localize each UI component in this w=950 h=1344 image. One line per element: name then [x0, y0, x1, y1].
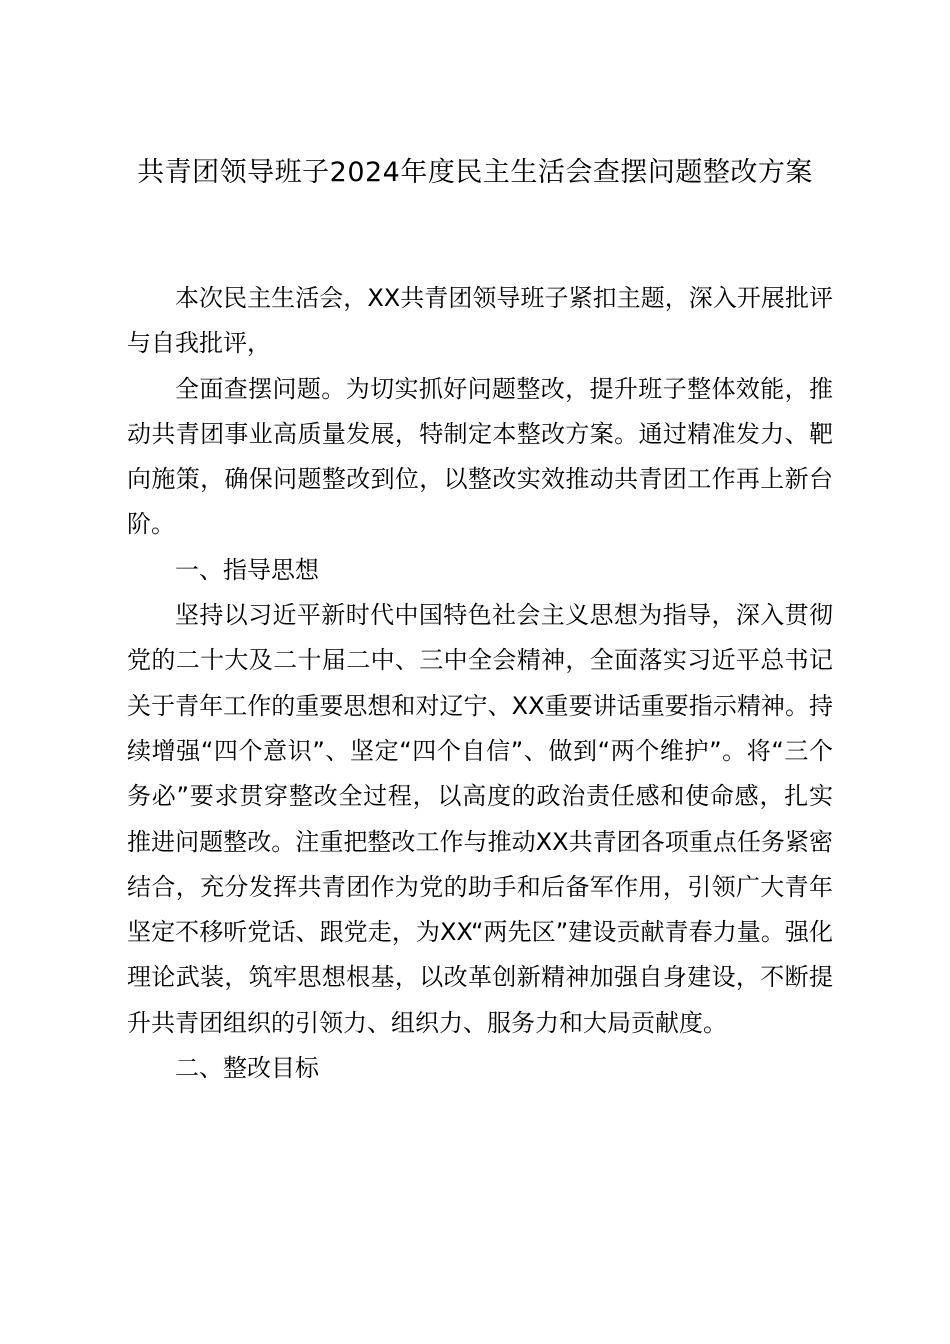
paragraph-intro: 本次民主生活会，XX共青团领导班子紧扣主题，深入开展批评与自我批评，: [127, 284, 833, 358]
section-heading-rectification-goals: 二、整改目标: [175, 1054, 319, 1083]
document-title: 共青团领导班子2024年度民主生活会查摆问题整改方案: [137, 157, 813, 188]
paragraph-guiding-ideology: 坚持以习近平新时代中国特色社会主义思想为指导，深入贯彻党的二十大及二十届二中、三中全会精神，全面落实习近平总书记关于青年工作的重要思想和对辽宁、XX重要讲话重要指示精神。持续增强“四个意识”、坚定“四个自信”、做到“两个维护”。将“三个务必”要求贯穿整改全过程，以高度的政治责任感和使命感，扎实推进问题整改。注重把整改工作与推动XX共青团各项重点任务紧密结合，充分发挥共青团作为党的助手和后备军作用，引领广大青年坚定不移听党话、跟党走，为XX“两先区”建设贡献青春力量。强化理论武装，筑牢思想根基，以改革创新精神加强自身建设，不断提升共青团组织的引领力、组织力、服务力和大局贡献度。: [127, 601, 833, 1037]
paragraph-purpose: 全面查摆问题。为切实抓好问题整改，提升班子整体效能，推动共青团事业高质量发展，特制定本整改方案。通过精准发力、靶向施策，确保问题整改到位，以整改实效推动共青团工作再上新台阶。: [127, 374, 833, 539]
document-body: [127, 276, 833, 1091]
section-heading-guiding-ideology: 一、指导思想: [175, 555, 319, 584]
